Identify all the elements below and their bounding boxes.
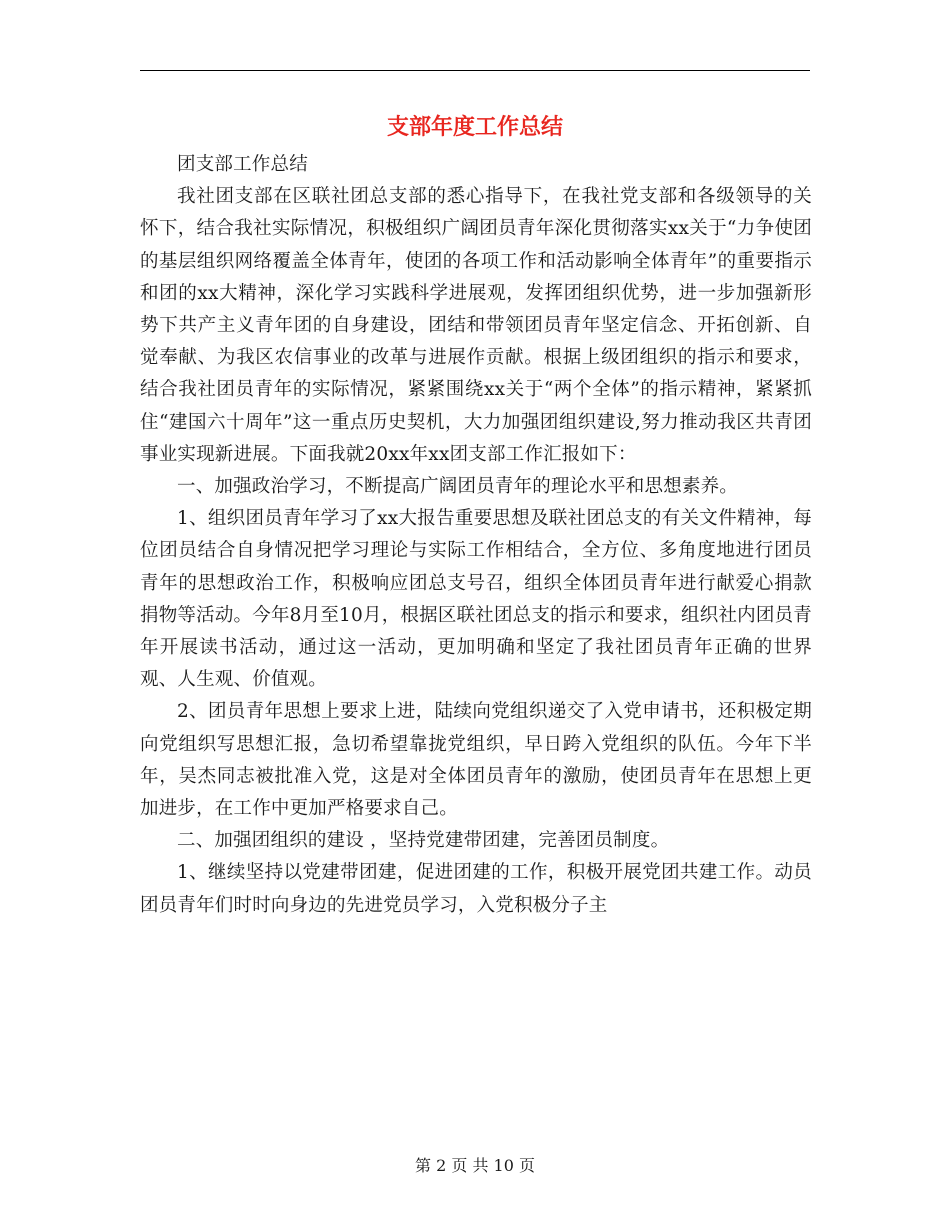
body-paragraph: 2、团员青年思想上要求上进，陆续向党组织递交了入党申请书，还积极定期向党组织写思想汇报，急切希望靠拢党组织，早日跨入党组织的队伍。今年下半年，吴杰同志被批准入党，这是对全体团员青年的激励，使团员青年在思想上更加进步，在工作中更加严格要求自己。 — [140, 701, 812, 820]
body-paragraph: 1、组织团员青年学习了xx大报告重要思想及联社团总支的有关文件精神，每位团员结合自身情况把学习理论与实际工作相结合，全方位、多角度地进行团员青年的思想政治工作，积极响应团总支号召，组织全体团员青年进行献爱心捐款捐物等活动。今年8月至10月，根据区联社团总支的指示和要求，组织社内团员青年开展读书活动，通过这一活动，更加明确和坚定了我社团员青年正确的世界观、人生观、价值观。 — [140, 508, 812, 691]
section-heading-political-study: 一、加强政治学习，不断提高广阔团员青年的理论水平和思想素养。 — [177, 476, 739, 498]
document-body — [140, 149, 812, 922]
document-title: 支部年度工作总结 — [386, 114, 563, 140]
page-number: 第 2 页 共 10 页 — [415, 1156, 535, 1175]
section-heading: 团支部工作总结 — [177, 154, 308, 175]
body-paragraph: 1、继续坚持以党建带团建，促进团建的工作，积极开展党团共建工作。动员团员青年们时时向身边的先进党员学习，入党积极分子主 — [140, 862, 812, 916]
intro-paragraph: 我社团支部在区联社团总支部的悉心指导下，在我社党支部和各级领导的关怀下，结合我社实际情况，积极组织广阔团员青年深化贯彻落实xx关于“力争使团的基层组织网络覆盖全体青年，使团的各项工作和活动影响全体青年”的重要指示和团的xx大精神，深化学习实践科学进展观，发挥团组织优势，进一步加强新形势下共产主义青年团的自身建设，团结和带领团员青年坚定信念、开拓创新、自觉奉献、为我区农信事业的改革与进展作贡献。根据上级团组织的指示和要求，结合我社团员青年的实际情况，紧紧围绕xx关于“两个全体”的指示精神，紧紧抓住“建国六十周年”这一重点历史契机，大力加强团组织建设,努力推动我区共青团事业实现新进展。下面我就20xx年xx团支部工作汇报如下： — [140, 186, 812, 465]
header-rule — [140, 70, 810, 71]
section-heading-organization: 二、加强团组织的建设 ，坚持党建带团建，完善团员制度。 — [177, 830, 670, 852]
